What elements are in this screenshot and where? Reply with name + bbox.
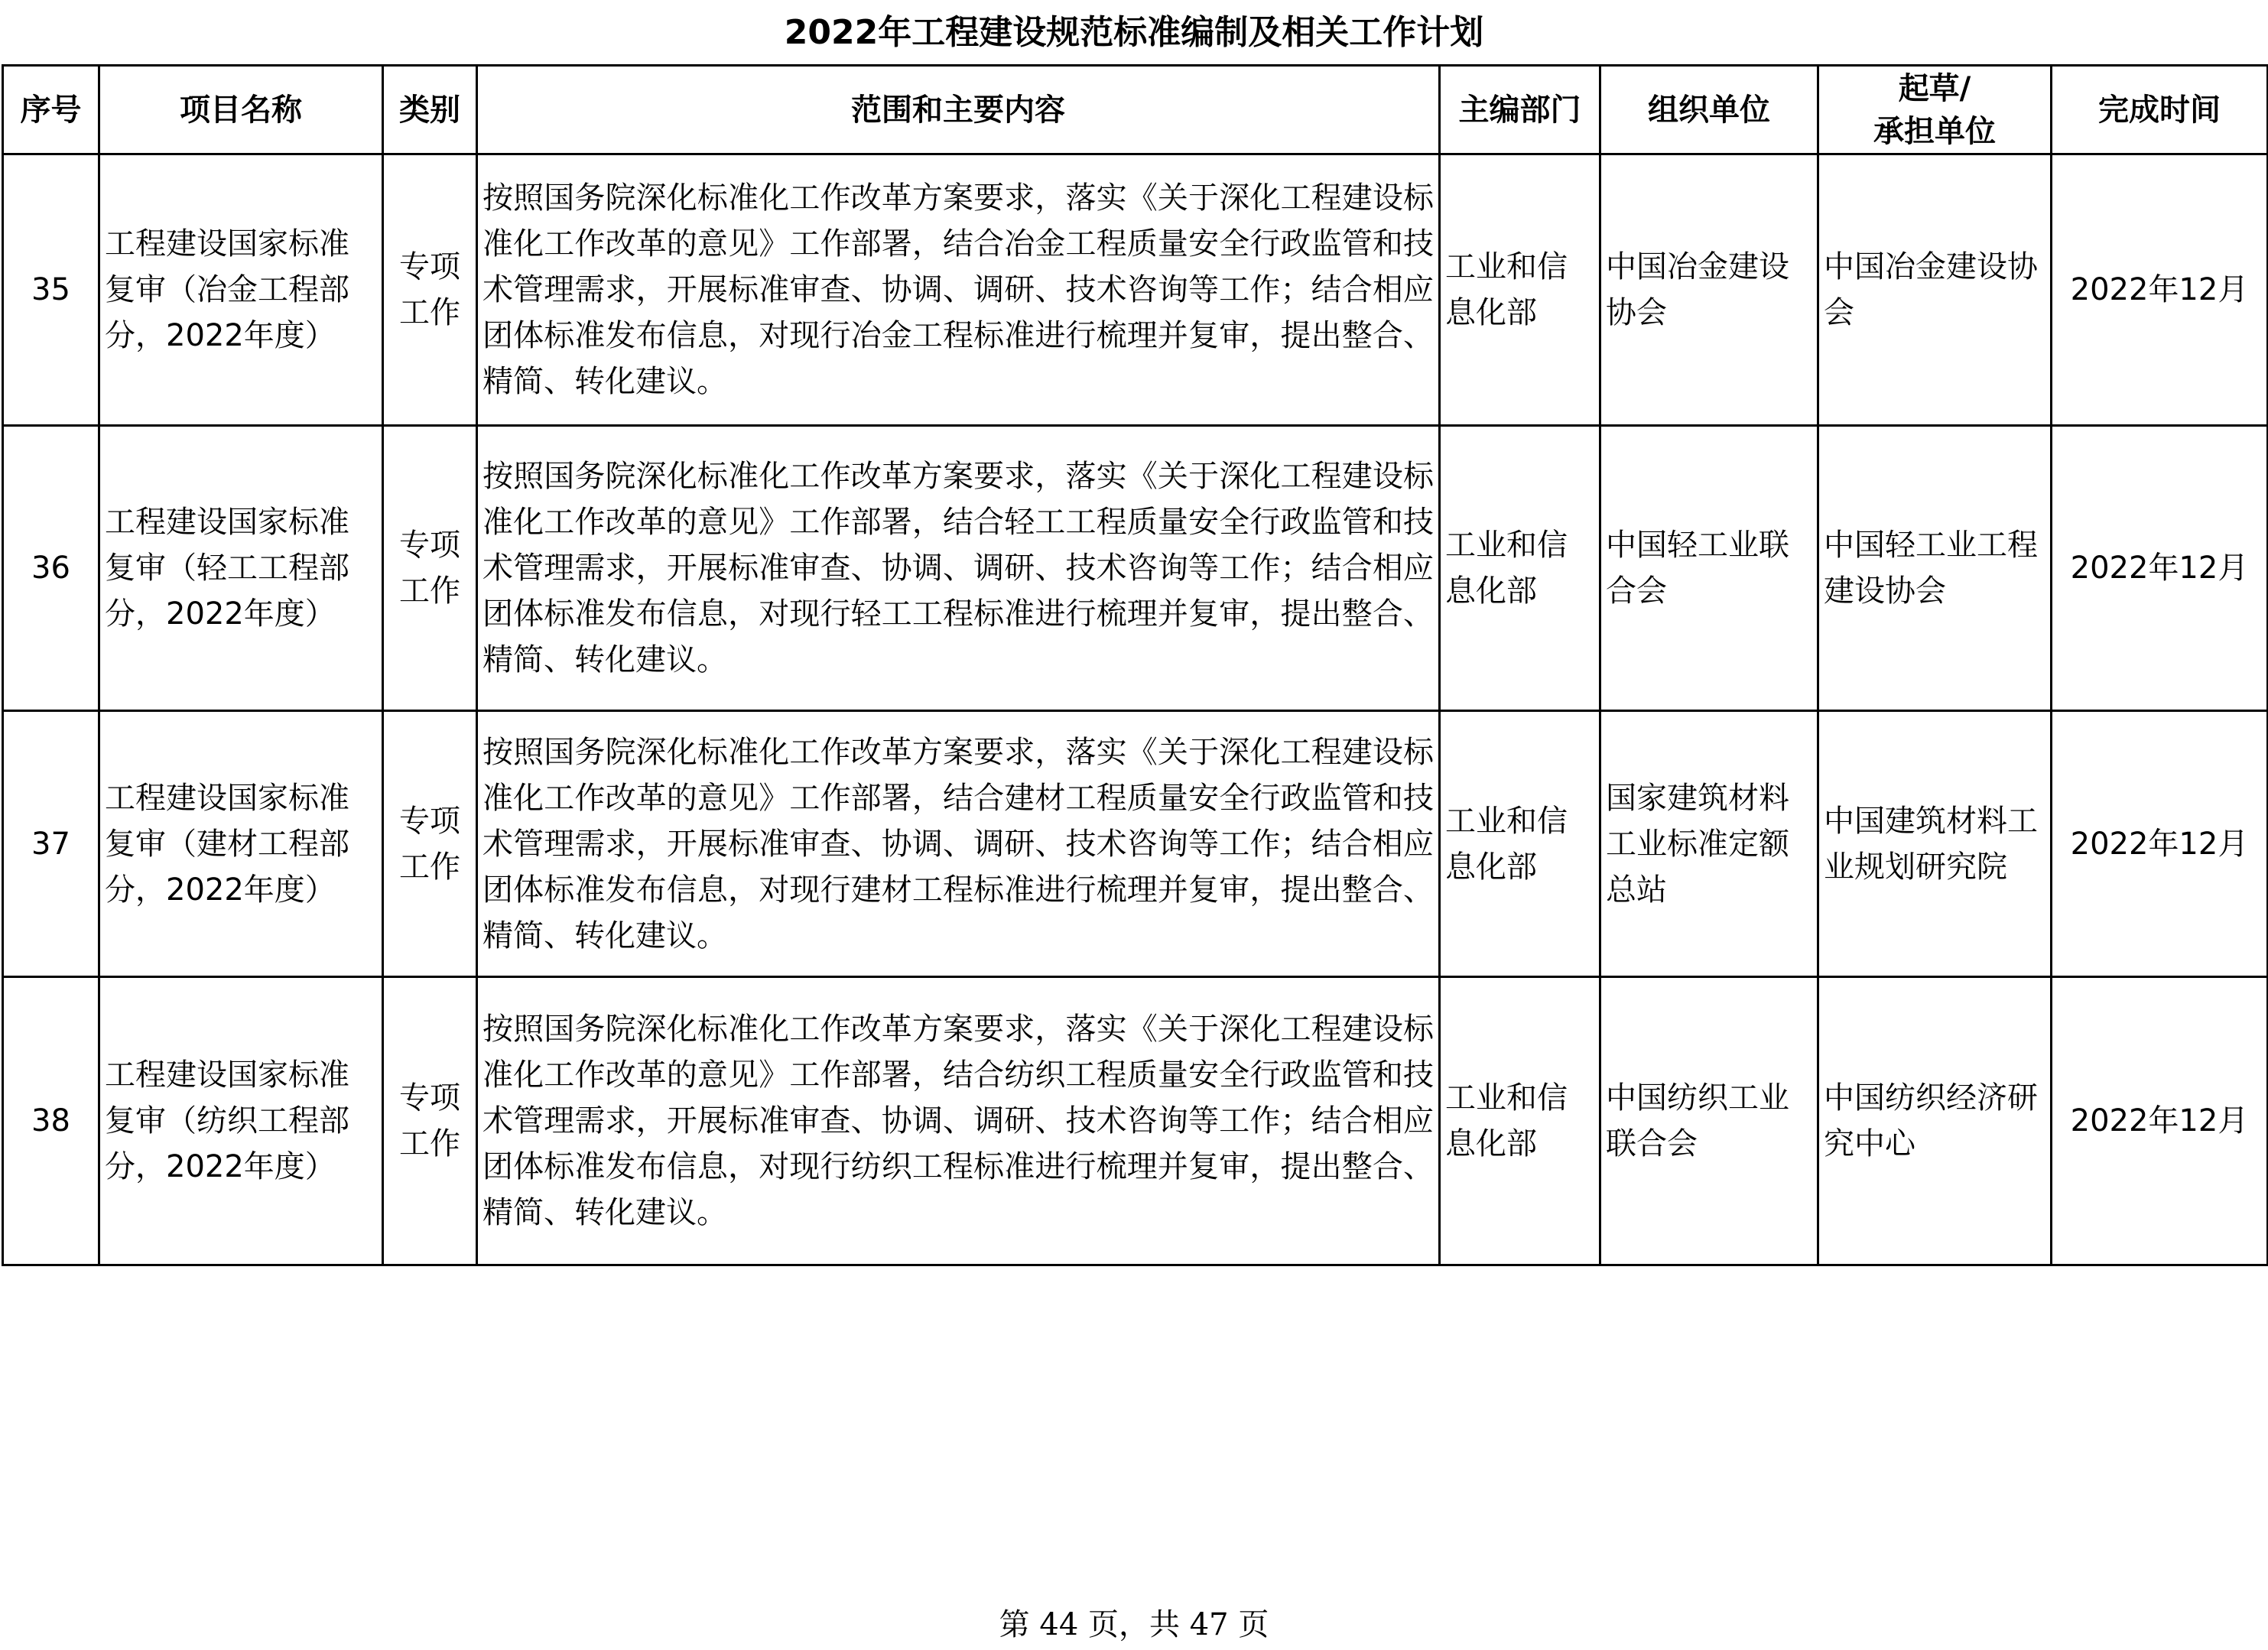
row-dept: 工业和信息化部 — [1440, 426, 1600, 711]
row-time: 2022年12月 — [2052, 977, 2268, 1265]
table-row — [3, 426, 2268, 711]
row-dept: 工业和信息化部 — [1440, 711, 1600, 977]
document-title: 2022年工程建设规范标准编制及相关工作计划 — [784, 13, 1484, 52]
table-row — [3, 711, 2268, 977]
header-time: 完成时间 — [2052, 66, 2268, 154]
row-no: 35 — [3, 154, 99, 426]
table-row — [3, 154, 2268, 426]
row-dept: 工业和信息化部 — [1440, 154, 1600, 426]
row-org: 中国轻工业联合会 — [1600, 426, 1818, 711]
row-org: 中国冶金建设协会 — [1600, 154, 1818, 426]
header-undertake-line2: 承担单位 — [1873, 113, 1996, 149]
table-header-row — [3, 66, 2268, 154]
row-scope: 按照国务院深化标准化工作改革方案要求，落实《关于深化工程建设标准化工作改革的意见》工作部署，结合纺织工程质量安全行政监管和技术管理需求，开展标准审查、协调、调研、技术咨询等工作；结合相应团体标准发布信息，对现行纺织工程标准进行梳理并复审，提出整合、精简、转化建议。 — [477, 977, 1440, 1265]
row-type: 专项工作 — [383, 977, 477, 1265]
row-org: 中国纺织工业联合会 — [1600, 977, 1818, 1265]
row-name: 工程建设国家标准复审（轻工工程部分，2022年度） — [99, 426, 383, 711]
row-time: 2022年12月 — [2052, 154, 2268, 426]
page-number-footer: 第 44 页，共 47 页 — [999, 1607, 1269, 1642]
row-type: 专项工作 — [383, 426, 477, 711]
header-undertake-line1: 起草/ — [1898, 70, 1971, 106]
table-row — [3, 977, 2268, 1265]
header-dept: 主编部门 — [1440, 66, 1600, 154]
row-undertake: 中国纺织经济研究中心 — [1818, 977, 2052, 1265]
header-type: 类别 — [383, 66, 477, 154]
header-org: 组织单位 — [1600, 66, 1818, 154]
row-time: 2022年12月 — [2052, 711, 2268, 977]
header-undertake — [1818, 66, 2052, 154]
work-plan-table — [2, 64, 2268, 1266]
row-org: 国家建筑材料工业标准定额总站 — [1600, 711, 1818, 977]
row-dept: 工业和信息化部 — [1440, 977, 1600, 1265]
row-undertake: 中国轻工业工程建设协会 — [1818, 426, 2052, 711]
row-scope: 按照国务院深化标准化工作改革方案要求，落实《关于深化工程建设标准化工作改革的意见》工作部署，结合冶金工程质量安全行政监管和技术管理需求，开展标准审查、协调、调研、技术咨询等工作；结合相应团体标准发布信息，对现行冶金工程标准进行梳理并复审，提出整合、精简、转化建议。 — [477, 154, 1440, 426]
row-undertake: 中国冶金建设协会 — [1818, 154, 2052, 426]
row-no: 36 — [3, 426, 99, 711]
row-type: 专项工作 — [383, 154, 477, 426]
row-no: 37 — [3, 711, 99, 977]
row-scope: 按照国务院深化标准化工作改革方案要求，落实《关于深化工程建设标准化工作改革的意见》工作部署，结合轻工工程质量安全行政监管和技术管理需求，开展标准审查、协调、调研、技术咨询等工作；结合相应团体标准发布信息，对现行轻工工程标准进行梳理并复审，提出整合、精简、转化建议。 — [477, 426, 1440, 711]
row-name: 工程建设国家标准复审（冶金工程部分，2022年度） — [99, 154, 383, 426]
header-scope: 范围和主要内容 — [477, 66, 1440, 154]
row-name: 工程建设国家标准复审（建材工程部分，2022年度） — [99, 711, 383, 977]
header-no: 序号 — [3, 66, 99, 154]
row-undertake: 中国建筑材料工业规划研究院 — [1818, 711, 2052, 977]
row-time: 2022年12月 — [2052, 426, 2268, 711]
row-no: 38 — [3, 977, 99, 1265]
header-name: 项目名称 — [99, 66, 383, 154]
row-scope: 按照国务院深化标准化工作改革方案要求，落实《关于深化工程建设标准化工作改革的意见》工作部署，结合建材工程质量安全行政监管和技术管理需求，开展标准审查、协调、调研、技术咨询等工作；结合相应团体标准发布信息，对现行建材工程标准进行梳理并复审，提出整合、精简、转化建议。 — [477, 711, 1440, 977]
row-type: 专项工作 — [383, 711, 477, 977]
row-name: 工程建设国家标准复审（纺织工程部分，2022年度） — [99, 977, 383, 1265]
